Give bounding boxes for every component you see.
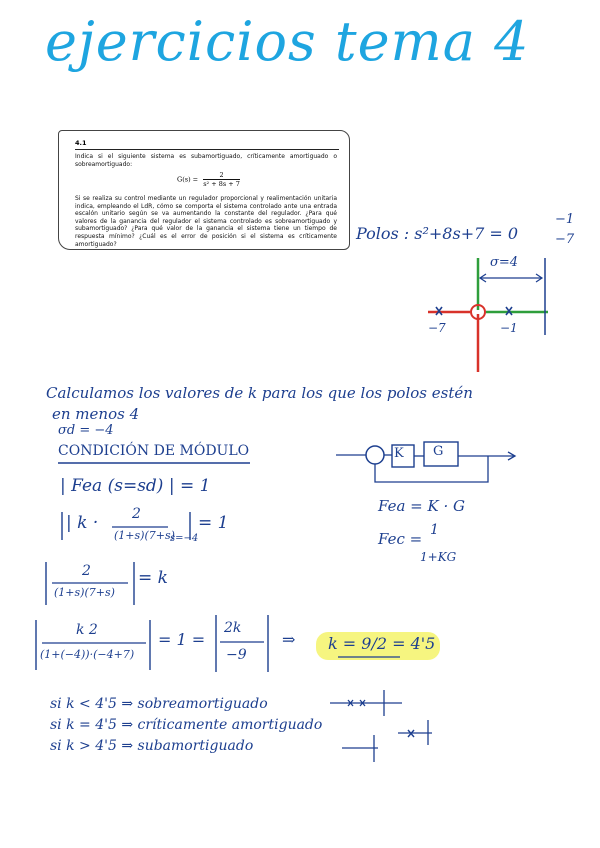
note-line-2: en menos 4 — [52, 405, 140, 423]
modulus-eq-1: | Fea (s=sd) | = 1 — [60, 476, 211, 496]
modulus-eq-4-mid: = 1 = — [158, 630, 206, 649]
page-title: ejercicios tema 4 — [45, 10, 530, 73]
summing-junction — [366, 446, 384, 464]
poles-equation: Polos : s²+8s+7 = 0 — [356, 224, 519, 243]
modulus-eq-3-num: 2 — [82, 563, 91, 579]
modulus-eq-2-den: (1+s)(7+s) — [114, 529, 175, 542]
modulus-eq-2-num: 2 — [132, 506, 141, 522]
case-critical: si k = 4'5 ⇒ críticamente amortiguado — [50, 717, 323, 733]
modulus-eq-4-num2: 2k — [224, 620, 242, 636]
root-2: −7 — [555, 232, 575, 247]
exercise-intro: Indica si el siguiente sistema es subamortiguado, críticamente amortiguado o sobreamortiguado: — [75, 153, 337, 168]
modulus-eq-4-den2: −9 — [226, 647, 247, 663]
sigma-equation: σd = −4 — [58, 423, 114, 438]
modulus-eq-2-sub: s=−4 — [170, 533, 199, 544]
case-overdamped: si k < 4'5 ⇒ sobreamortiguado — [50, 696, 268, 712]
transfer-numerator: 2 — [203, 171, 240, 180]
case-underdamped: si k > 4'5 ⇒ subamortiguado — [50, 738, 254, 754]
exercise-number: 4.1 — [75, 139, 87, 147]
modulus-eq-3-rhs: = k — [138, 568, 168, 588]
closed-loop-den: 1+KG — [420, 550, 457, 564]
block-k-label: K — [394, 446, 404, 461]
modulus-eq-4-den: (1+(−4))·(−4+7) — [40, 648, 135, 661]
transfer-lhs: G(s) = — [177, 175, 199, 184]
sigma-label: σ=4 — [490, 255, 519, 270]
modulus-eq-4-num: k 2 — [76, 622, 98, 638]
gain-result: k = 9/2 = 4'5 — [328, 634, 436, 653]
transfer-denominator: s² + 8s + 7 — [203, 180, 240, 188]
block-g-label: G — [433, 444, 444, 459]
note-line-1: Calculamos los valores de k para los que los polos estén — [46, 384, 473, 402]
modulus-eq-3-den: (1+s)(7+s) — [54, 586, 115, 599]
axis-label-m1: −1 — [500, 321, 518, 335]
exercise-body: Si se realiza su control mediante un regulador proporcional y realimentación unitaria indica, empleando el LdR, cómo se comporta el sistema controlado ante una entrada escalón unitario según se va aumentando la constante del regulador. ¿Para qué valores de la ganancia del regulador el sistema controlado es sobreamortiguado y subamortiguado? ¿Para qué valor de la ganancia el sistema tiene un tiempo de respuesta mínimo? ¿Cuál es el error de posición si el sistema es críticamente amortiguado? — [75, 195, 337, 248]
modulus-eq-2-rhs: = 1 — [198, 513, 229, 533]
modulus-eq-2-k: | k · — [66, 513, 99, 533]
root-1: −1 — [555, 212, 575, 227]
implies-arrow: ⇒ — [282, 630, 296, 649]
axis-label-m7: −7 — [428, 321, 446, 335]
closed-loop-tf: Fec = — [378, 530, 423, 548]
open-loop-tf: Fea = K · G — [378, 497, 466, 515]
closed-loop-num: 1 — [430, 522, 439, 538]
modulus-condition-heading: CONDICIÓN DE MÓDULO — [58, 443, 250, 459]
